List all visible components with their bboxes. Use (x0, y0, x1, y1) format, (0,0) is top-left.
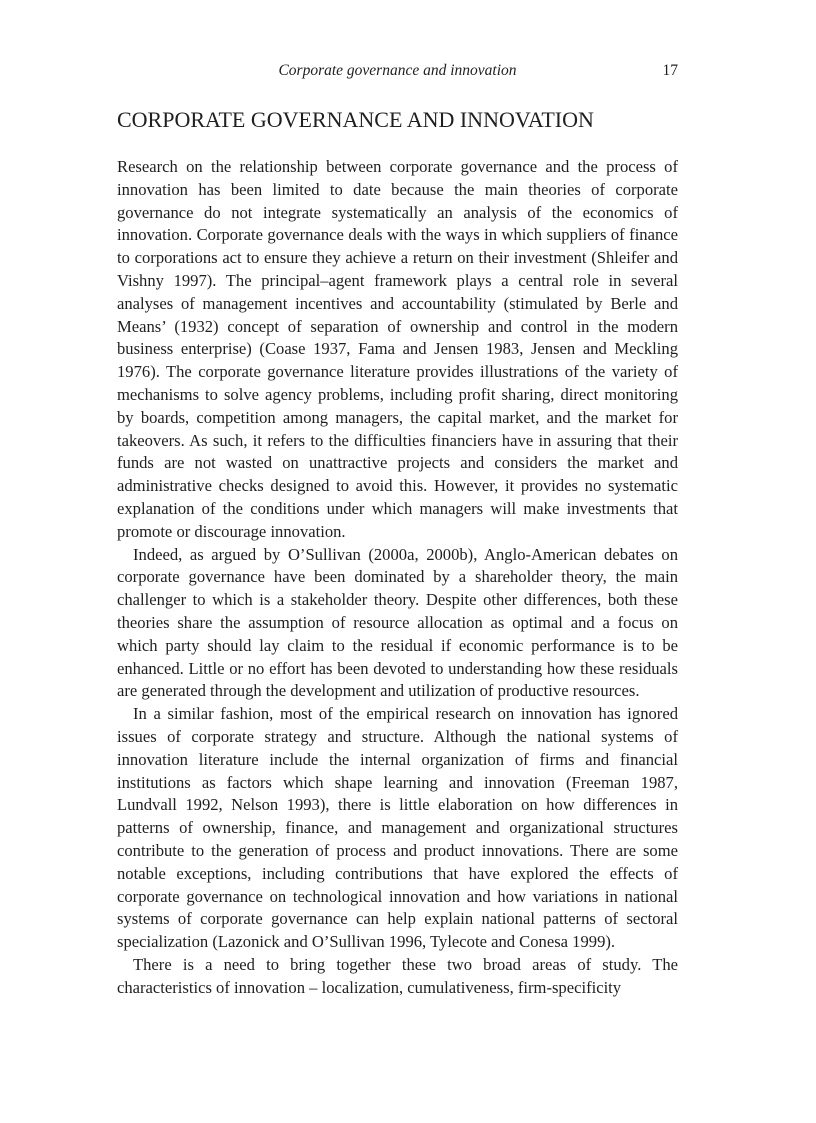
paragraph-2: Indeed, as argued by O’Sullivan (2000a, 2000b), Anglo-American debates on corporate governance have been dominated by a shareholder theory, the main challenger to which is a stakeholder theory. Despite other differences, both these theories share the assumption of resource allocation as optimal and a focus on which party should lay claim to the residual if economic performance is to be enhanced. Little or no effort has been devoted to understanding how these residuals are generated through the development and utilization of productive resources. (117, 544, 678, 701)
body-text (117, 156, 678, 999)
paragraph-3: In a similar fashion, most of the empirical research on innovation has ignored issues of corporate strategy and structure. Although the national systems of innovation literature include the internal organization of firms and financial institutions as factors which shape learning and innovation (Freeman 1987, Lundvall 1992, Nelson 1993), there is little elaboration on how differences in patterns of ownership, finance, and management and organizational structures contribute to the generation of process and product innovations. There are some notable exceptions, including contributions that have explored the effects of corporate governance on technological innovation and how variations in national systems of corporate governance can help explain national patterns of sectoral specialization (Lazonick and O’Sullivan 1996, Tylecote and Conesa 1999). (117, 704, 678, 952)
paragraph-4: There is a need to bring together these two broad areas of study. The characteristics of innovation – localization, cumulativeness, firm-specificity (117, 954, 678, 997)
running-title: Corporate governance and innovation (278, 62, 517, 79)
running-header (117, 60, 678, 84)
section-heading: CORPORATE GOVERNANCE AND INNOVATION (117, 107, 594, 132)
book-page (117, 60, 678, 999)
page-number: 17 (662, 62, 678, 79)
paragraph-1: Research on the relationship between corporate governance and the process of innovation has been limited to date because the main theories of corporate governance do not integrate systematically an analysis of the economics of innovation. Corporate governance deals with the ways in which suppliers of finance to corporations act to ensure they achieve a return on their investment (Shleifer and Vishny 1997). The principal–agent framework plays a central role in several analyses of management incentives and accountability (stimulated by Berle and Means’ (1932) concept of separation of ownership and control in the modern business enterprise) (Coase 1937, Fama and Jensen 1983, Jensen and Meckling 1976). The corporate governance literature provides illustrations of the variety of mechanisms to solve agency problems, including profit sharing, direct monitoring by boards, competition among managers, the capital market, and the market for takeovers. As such, it refers to the difficulties financiers have in assuring that their funds are not wasted on unattractive projects and considers the market and administrative checks designed to avoid this. However, it provides no systematic explanation of the conditions under which managers will make investments that promote or discourage innovation. (117, 157, 678, 541)
